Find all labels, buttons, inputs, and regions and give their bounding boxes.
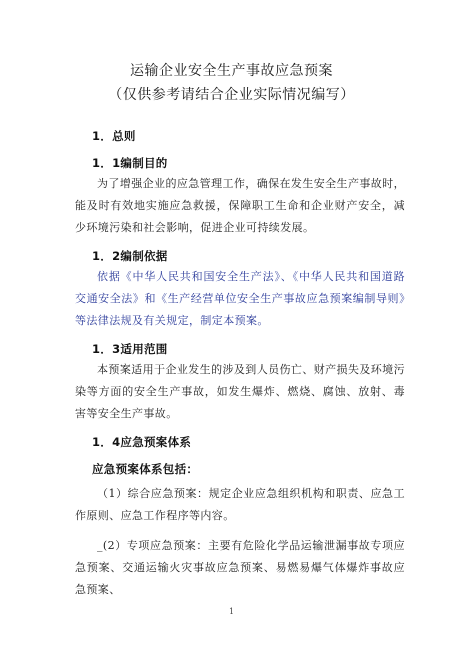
paragraph-scope: 本预案适用于企业发生的涉及到人员伤亡、财产损失及环境污染等方面的安全生产事故，如发生爆炸、燃烧、腐蚀、放射、毒害等安全生产事故。 [75, 363, 405, 420]
section-heading-purpose: 1．1编制目的 [92, 156, 168, 170]
list-item-comprehensive-plan: （1）综合应急预案：规定企业应急组织机构和职责、应急工作原则、应急工作程序等内容。 [75, 487, 405, 522]
paragraph-basis: 依据《中华人民共和国安全生产法》、《中华人民共和国道路交通安全法》和《生产经营单位安全生产事故应急预案编制导则》等法律法规及有关规定，制定本预案。 [75, 270, 405, 327]
system-subheading: 应急预案体系包括： [92, 462, 199, 476]
paragraph-purpose: 为了增强企业的应急管理工作，确保在发生安全生产事故时，能及时有效地实施应急救援，保障职工生命和企业财产安全，减少环境污染和社会影响，促进企业可持续发展。 [75, 177, 405, 234]
page-number: 1 [228, 607, 235, 616]
section-heading-system: 1．4应急预案体系 [92, 435, 192, 449]
document-title: 运输企业安全生产事故应急预案 [130, 63, 333, 79]
document-subtitle: （仅供参考请结合企业实际情况编写） [108, 87, 355, 103]
list-item-special-plan: _(2）专项应急预案：主要有危险化学品运输泄漏事故专项应急预案、交通运输火灾事故应急预案、易燃易爆气体爆炸事故应急预案、 [75, 539, 405, 596]
section-heading-basis: 1．2编制依据 [92, 249, 168, 263]
section-heading-scope: 1．3适用范围 [92, 342, 168, 356]
section-heading-general: 1．总则 [92, 129, 136, 143]
